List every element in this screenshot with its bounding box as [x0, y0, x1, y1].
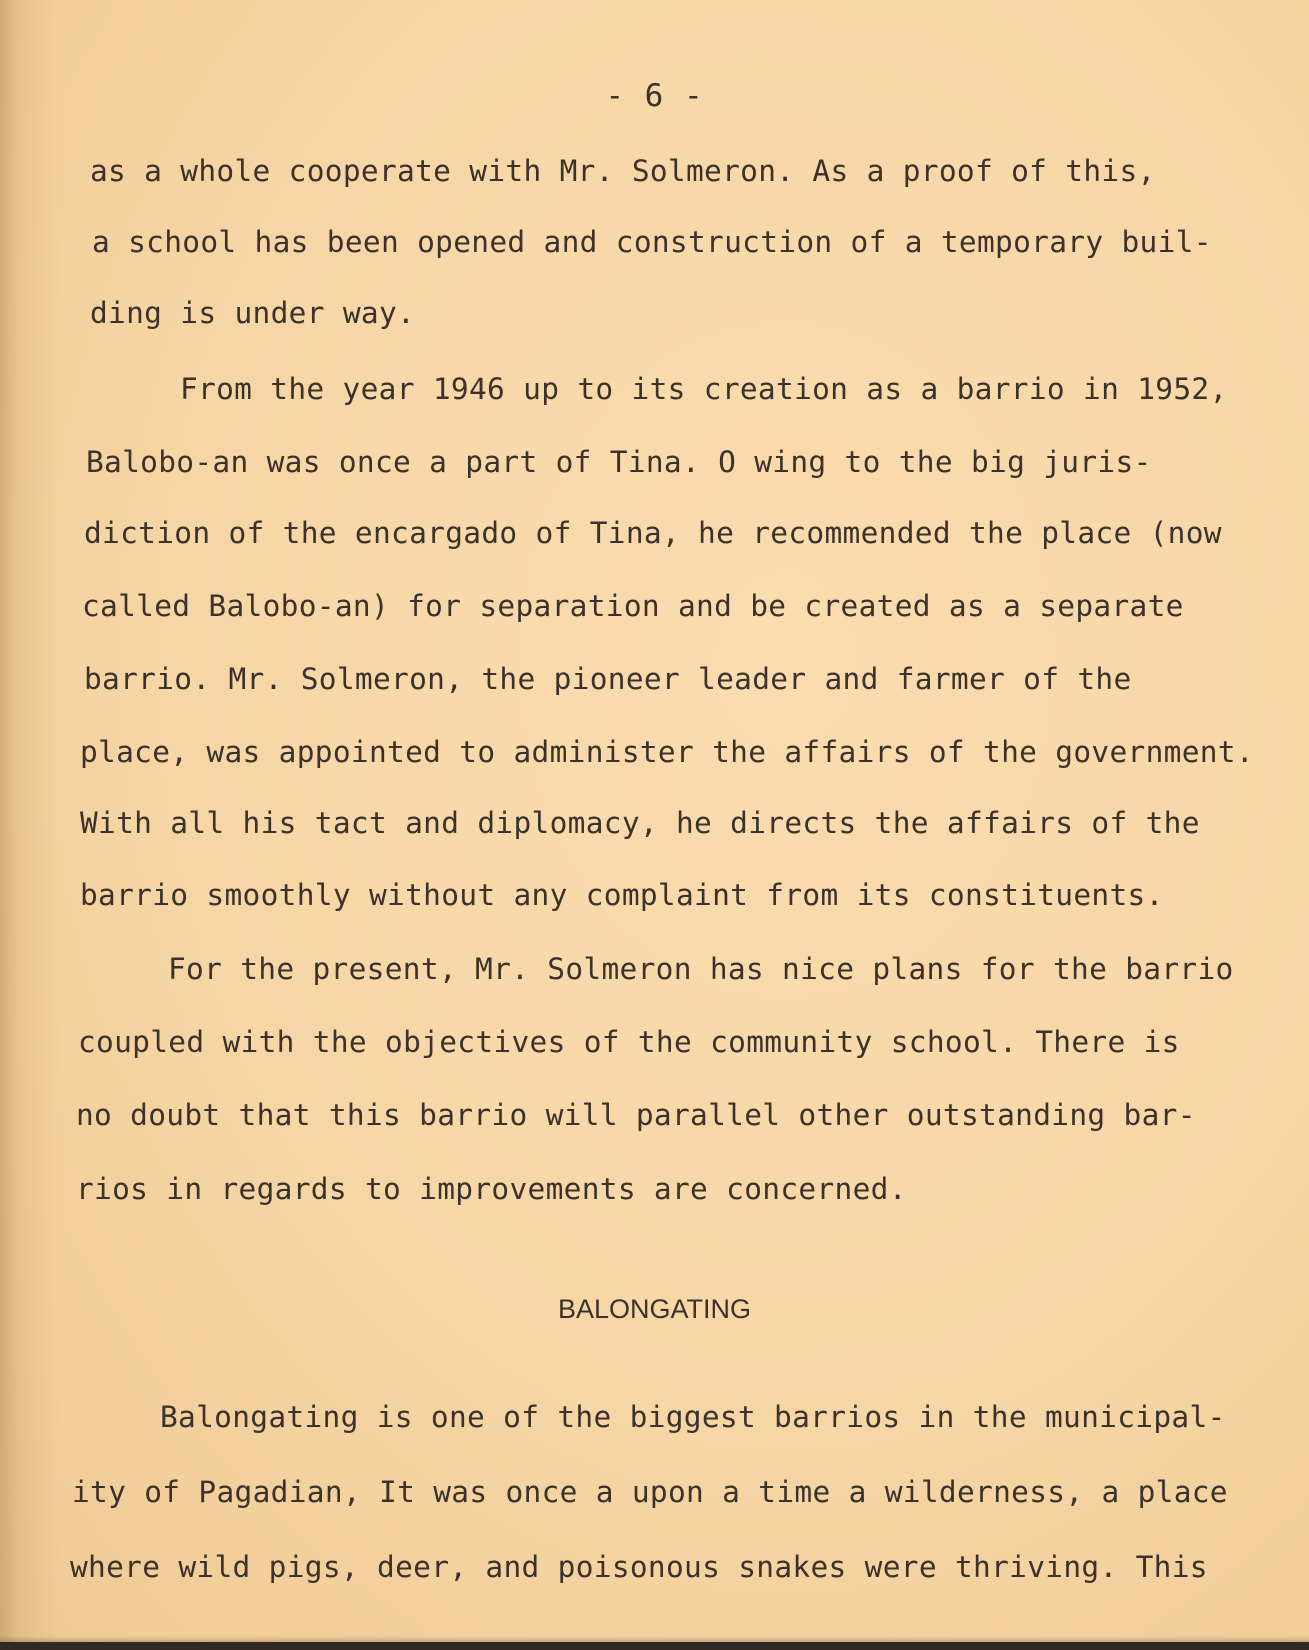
- page-number: - 6 -: [605, 78, 704, 114]
- text-line: ding is under way.: [90, 296, 416, 330]
- text-line: For the present, Mr. Solmeron has nice plans for the barrio: [168, 952, 1234, 986]
- text-line: diction of the encargado of Tina, he recommended the place (now: [84, 516, 1222, 550]
- text-line: rios in regards to improvements are concerned.: [76, 1172, 907, 1206]
- text-line: no doubt that this barrio will parallel other outstanding bar-: [76, 1098, 1196, 1132]
- text-line: barrio. Mr. Solmeron, the pioneer leader and farmer of the: [84, 662, 1132, 696]
- text-line: called Balobo-an) for separation and be created as a separate: [82, 589, 1184, 623]
- text-line: coupled with the objectives of the community school. There is: [78, 1025, 1180, 1059]
- text-line: From the year 1946 up to its creation as a barrio in 1952,: [180, 372, 1228, 406]
- text-line: where wild pigs, deer, and poisonous snakes were thriving. This: [70, 1550, 1208, 1584]
- section-heading: BALONGATING: [557, 1294, 752, 1324]
- text-line: Balobo-an was once a part of Tina. O wing to the big juris-: [86, 445, 1152, 479]
- text-line: place, was appointed to administer the affairs of the government.: [80, 735, 1254, 769]
- scan-edge: [0, 1642, 1309, 1650]
- text-line: With all his tact and diplomacy, he directs the affairs of the: [80, 806, 1200, 840]
- text-line: Balongating is one of the biggest barrios in the municipal-: [160, 1400, 1226, 1434]
- text-line: barrio smoothly without any complaint from its constituents.: [80, 878, 1164, 912]
- text-line: ity of Pagadian, It was once a upon a time a wilderness, a place: [72, 1475, 1228, 1509]
- text-line: a school has been opened and construction of a temporary buil-: [92, 225, 1212, 259]
- text-line: as a whole cooperate with Mr. Solmeron. As a proof of this,: [90, 154, 1156, 188]
